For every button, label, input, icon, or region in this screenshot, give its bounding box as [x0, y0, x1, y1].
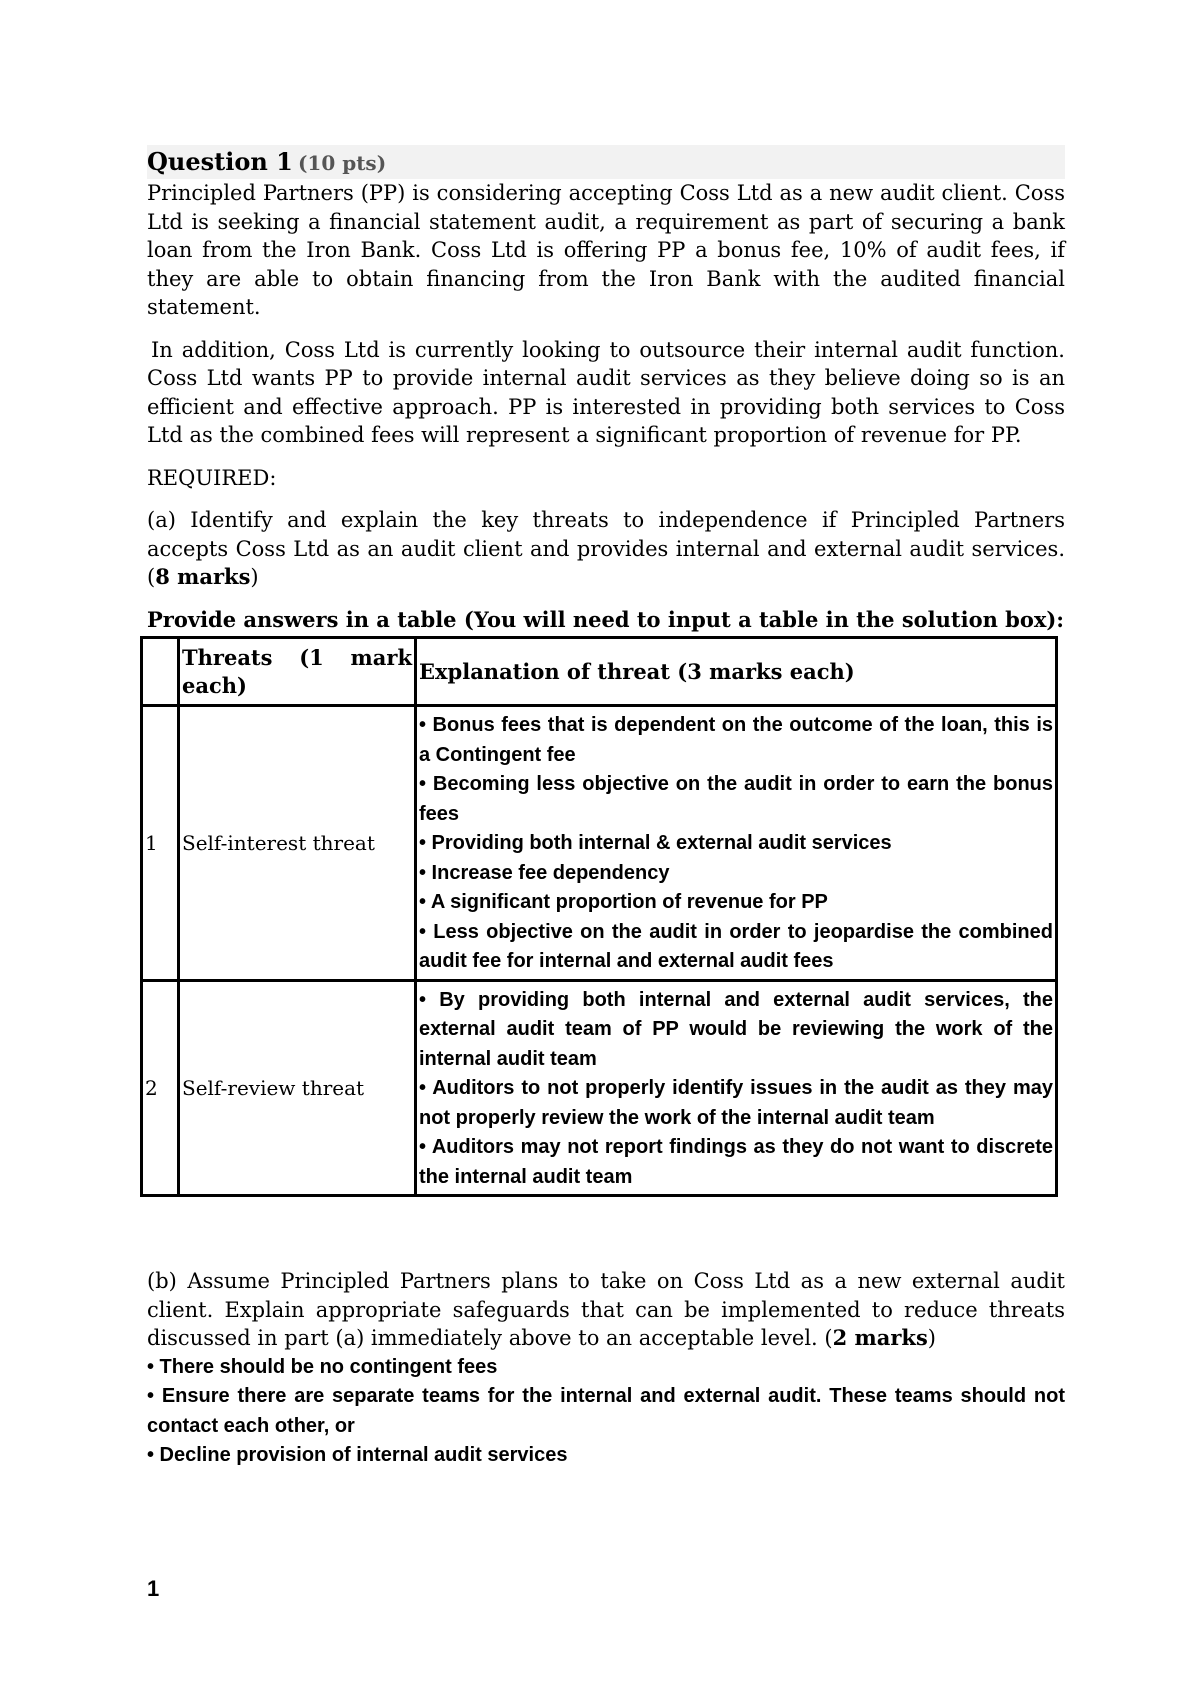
required-label [147, 464, 1065, 493]
row-2-explanation [416, 980, 1057, 1196]
part-b-answer-3: • Decline provision of internal audit services [147, 1444, 568, 1466]
part-b-question [147, 1267, 1065, 1353]
table-row [142, 706, 1057, 981]
row-1-threat: Self-interest threat [179, 706, 416, 981]
list-item: • Auditors may not report findings as they do not want to discrete the internal audit team [419, 1136, 1053, 1188]
header-threat-cell [179, 638, 416, 706]
row-2-num: 2 [142, 980, 179, 1196]
list-item: • Less objective on the audit in order to jeopardise the combined audit fee for internal and external audit fees [419, 920, 1053, 972]
part-b-answer-1: • There should be no contingent fees [147, 1355, 498, 1378]
part-b-close: ) [927, 1326, 936, 1350]
list-item: • Providing both internal & external audit services [419, 832, 892, 854]
table-row [142, 980, 1057, 1196]
required-colon: : [269, 465, 277, 490]
row-1-num: 1 [142, 706, 179, 981]
question-heading [147, 145, 1065, 179]
page-number: 1 [147, 1576, 160, 1601]
row-1-explanation [416, 706, 1057, 981]
intro-paragraph-1: Principled Partners (PP) is considering accepting Coss Ltd as a new audit client. Coss Ltd is seeking a financial statement audit, a requirement as part of securing a bank loan from the Iron Bank. Coss Ltd is offering PP a bonus fee, 10% of audit fees, if they are able to obtain financing from the Iron Bank with the audited financial statement. [147, 181, 1065, 319]
table-instruction: Provide answers in a table (You will need to input a table in the solution box): [147, 606, 1065, 632]
question-points: (10 pts) [297, 151, 387, 175]
part-a-marks: 8 marks [155, 564, 251, 589]
threats-table [140, 636, 1058, 1197]
part-a-question [147, 506, 1065, 592]
row-2-threat: Self-review threat [179, 980, 416, 1196]
page-content [147, 145, 1065, 1471]
part-b-marks: 2 marks [832, 1325, 928, 1350]
list-item: • Becoming less objective on the audit in order to earn the bonus fees [419, 773, 1053, 825]
part-b-answer-2: • Ensure there are separate teams for the internal and external audit. These teams should not contact each other, or [147, 1385, 1065, 1437]
part-a-text: (a) Identify and explain the key threats to independence if Principled Partners accepts Coss Ltd as an audit client and provides internal and external audit services. ( [147, 508, 1065, 589]
list-item: • Increase fee dependency [419, 861, 670, 884]
question-title: Question 1 [147, 147, 293, 176]
table-header-row [142, 638, 1057, 706]
list-item: • Bonus fees that is dependent on the outcome of the loan, this is a Contingent fee [419, 714, 1053, 766]
list-item: • A significant proportion of revenue for PP [419, 891, 828, 913]
header-threat-text: Threats (1 mark each) [182, 644, 412, 698]
list-item: • Auditors to not properly identify issues in the audit as they may not properly review the work of the internal audit team [419, 1077, 1053, 1129]
part-a-close: ) [250, 565, 259, 589]
list-item: • By providing both internal and external audit services, the external audit team of PP would be reviewing the work of the internal audit team [419, 988, 1053, 1070]
header-num-cell [142, 638, 179, 706]
intro-paragraph-2: In addition, Coss Ltd is currently looking to outsource their internal audit function. Coss Ltd wants PP to provide internal audit services as they believe doing so is an efficient and effective approach. PP is interested in providing both services to Coss Ltd as the combined fees will represent a significant proportion of revenue for PP. [147, 337, 1065, 447]
part-b-text: (b) Assume Principled Partners plans to take on Coss Ltd as a new external audit client. Explain appropriate safeguards that can be implemented to reduce threats discussed in part (a) immediately above to an acceptable level. ( [147, 1269, 1065, 1350]
required-text: REQUIRED [147, 465, 270, 490]
header-explanation-cell: Explanation of threat (3 marks each) [416, 638, 1057, 706]
